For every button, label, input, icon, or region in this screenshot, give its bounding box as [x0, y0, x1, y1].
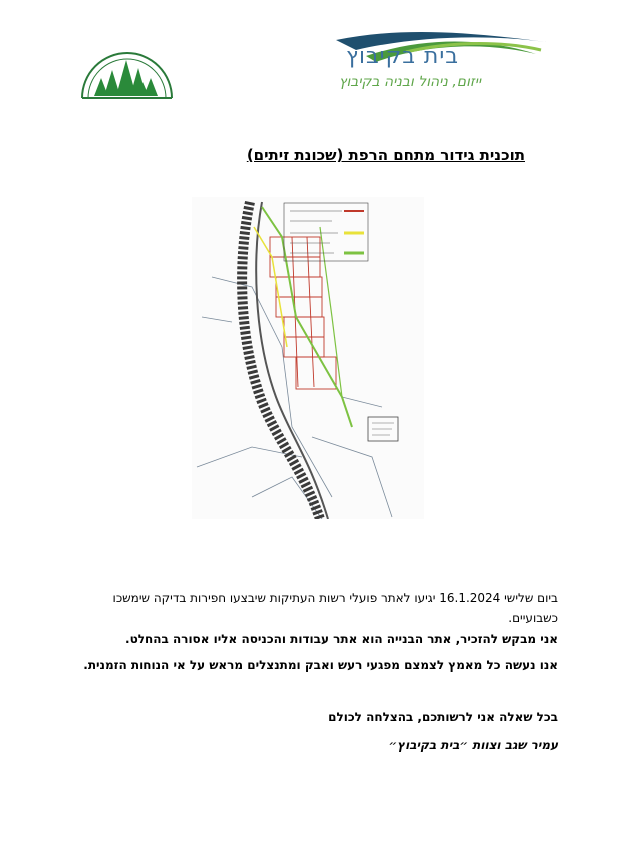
- brand-subtitle: ייזום, ניהול ובניה בקיבוץ: [338, 74, 481, 90]
- brand-title: בית בקיבוץ: [346, 44, 459, 69]
- kibbutz-logo: [74, 40, 180, 106]
- signature: עמיר שגב וצוות ״בית בקיבוץ״: [388, 738, 558, 752]
- paragraph-site-warning: אני מבקש להזכיר, אתר הבנייה הוא אתר עבודות והכניסה אליו אסורה בהחלט.: [125, 632, 558, 646]
- closing-line: בכל שאלה אני לרשותכם, בהצלחה לכולם: [328, 710, 558, 724]
- paragraph-archaeology-notice: ביום שלישי 16.1.2024 יגיעו לאתר פועלי רשות העתיקות שיבצעו חפירות בדיקה שימשכו כשבועיים.: [112, 591, 558, 625]
- beit-bakibbutz-logo: [206, 28, 544, 100]
- page-title: תוכנית גידור מתחם הרפת (שכונת זיתים): [246, 146, 525, 164]
- paragraph-apology: אנו נעשה כל מאמץ לצמצם מפגעי רעש ואבק ומתנצלים מראש על אי הנוחות הזמנית.: [83, 658, 558, 672]
- fencing-plan-image: [192, 197, 424, 519]
